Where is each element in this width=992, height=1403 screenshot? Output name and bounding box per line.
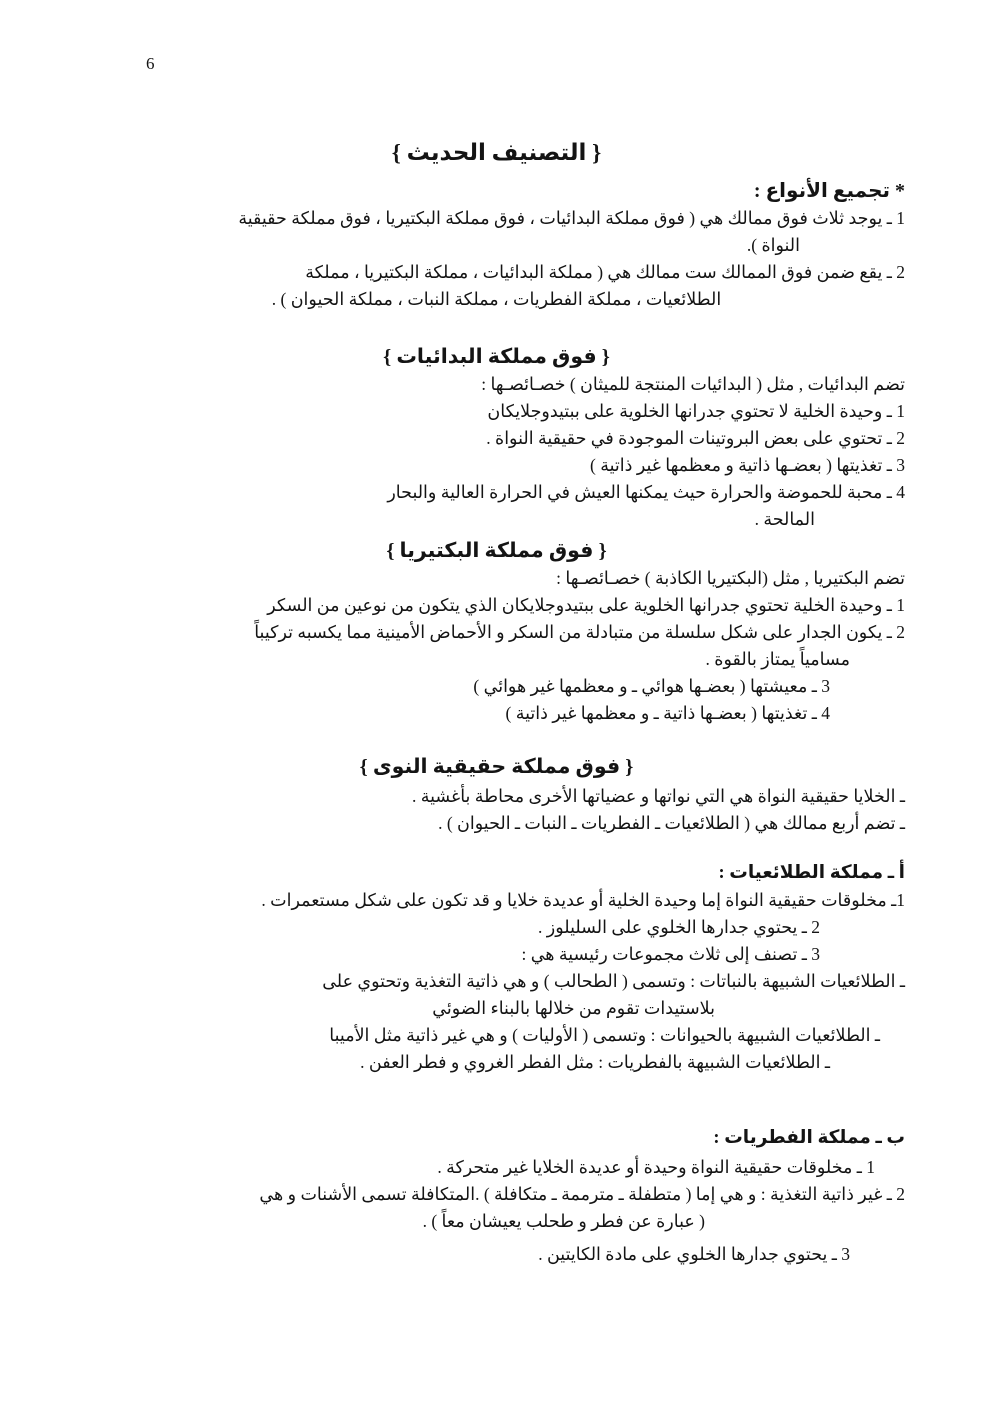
text-line: ـ الطلائعيات الشبيهة بالفطريات : مثل الفطر الغروي و فطر العفن . bbox=[360, 1052, 830, 1072]
section-heading: أ ـ مملكة الطلائعيات : bbox=[718, 863, 905, 883]
section-heading: { فوق مملكة البكتيريا } bbox=[386, 540, 607, 562]
text-line: المالحة . bbox=[754, 509, 815, 529]
text-line: ـ الخلايا حقيقية النواة هي التي نواتها و عضياتها الأخرى محاطة بأغشية . bbox=[412, 786, 905, 806]
text-line: 3 ـ تصنف إلى ثلاث مجموعات رئيسية هي : bbox=[521, 944, 820, 964]
text-line: ـ تضم أربع ممالك هي ( الطلائعيات ـ الفطريات ـ النبات ـ الحيوان ) . bbox=[438, 813, 905, 833]
text-line: 2 ـ يقع ضمن فوق الممالك ست ممالك هي ( مملكة البدائيات ، مملكة البكتيريا ، مملكة bbox=[305, 262, 905, 282]
section-superkingdom-eukaryotes bbox=[88, 753, 905, 837]
text-line: 2 ـ يحتوي جدارها الخلوي على السليلوز . bbox=[538, 917, 820, 937]
section-heading: ب ـ مملكة الفطريات : bbox=[713, 1128, 905, 1148]
text-line: ـ الطلائعيات الشبيهة بالحيوانات : وتسمى ( الأوليات ) و هي غير ذاتية مثل الأميبا bbox=[329, 1025, 880, 1045]
section-heading: { فوق مملكة حقيقية النوى } bbox=[359, 756, 634, 778]
text-line: 1ـ مخلوقات حقيقية النواة إما وحيدة الخلية أو عديدة خلايا و قد تكون على شكل مستعمرات . bbox=[261, 890, 905, 910]
section-heading: { فوق مملكة البدائيات } bbox=[383, 346, 610, 368]
text-line: 2 ـ غير ذاتية التغذية : و هي إما ( متطفلة ـ مترممة ـ متكافلة ) .المتكافلة تسمى الأشنات و هي bbox=[259, 1184, 905, 1204]
text-line: 1 ـ وحيدة الخلية لا تحتوي جدرانها الخلوية على ببتيدوجلايكان bbox=[487, 401, 905, 421]
section-superkingdom-archaea bbox=[88, 343, 905, 533]
section-superkingdom-bacteria bbox=[88, 537, 905, 727]
text-line: تضم البكتيريا , مثل (البكتيريا الكاذبة ) خصـائصـها : bbox=[556, 568, 905, 588]
text-line: الطلائعيات ، مملكة الفطريات ، مملكة النبات ، مملكة الحيوان ) . bbox=[271, 289, 722, 309]
text-line: 1 ـ مخلوقات حقيقية النواة وحيدة أو عديدة الخلايا غير متحركة . bbox=[437, 1157, 875, 1177]
text-line: النواة ). bbox=[746, 235, 800, 255]
text-line: 1 ـ وحيدة الخلية تحتوي جدرانها الخلوية على ببتيدوجلايكان الذي يتكون من نوعين من السكر bbox=[267, 595, 905, 615]
section-grouping-of-species bbox=[88, 177, 905, 313]
section-kingdom-fungi bbox=[88, 1124, 905, 1268]
text-line: 3 ـ تغذيتها ( بعضـها ذاتية و معظمها غير ذاتية ) bbox=[590, 455, 905, 475]
text-line: 1 ـ يوجد ثلاث فوق ممالك هي ( فوق مملكة البدائيات ، فوق مملكة البكتيريا ، فوق مملكة حقيقية bbox=[238, 208, 905, 228]
section-kingdom-protists bbox=[88, 859, 905, 1076]
page-number: 6 bbox=[146, 54, 155, 73]
text-line: 2 ـ تحتوي على بعض البروتينات الموجودة في حقيقية النواة . bbox=[486, 428, 905, 448]
text-line: 2 ـ يكون الجدار على شكل سلسلة من متبادلة من السكر و الأحماض الأمينية مما يكسبه تركيباً bbox=[254, 622, 905, 642]
text-line: ( عبارة عن فطر و طحلب يعيشان معاً ) . bbox=[422, 1211, 705, 1231]
page-title: { التصنيف الحديث } bbox=[391, 140, 602, 165]
text-line: ـ الطلائعيات الشبيهة بالنباتات : وتسمى ( الطحالب ) و هي ذاتية التغذية وتحتوي على bbox=[322, 971, 905, 991]
text-line: 3 ـ يحتوي جدارها الخلوي على مادة الكايتين . bbox=[538, 1244, 850, 1264]
text-line: 3 ـ معيشتها ( بعضـها هوائي ـ و معظمها غير هوائي ) bbox=[473, 676, 830, 696]
text-line: مسامياً يمتاز بالقوة . bbox=[705, 649, 850, 669]
text-line: 4 ـ تغذيتها ( بعضـها ذاتية ـ و معظمها غير ذاتية ) bbox=[505, 703, 830, 723]
section-heading: * تجميع الأنواع : bbox=[753, 180, 905, 202]
text-line: تضم البدائيات , مثل ( البدائيات المنتجة للميثان ) خصـائصـها : bbox=[481, 374, 905, 394]
text-line: بلاستيدات تقوم من خلالها بالبناء الضوئي bbox=[432, 998, 715, 1018]
text-line: 4 ـ محبة للحموضة والحرارة حيث يمكنها العيش في الحرارة العالية والبحار bbox=[387, 482, 905, 502]
